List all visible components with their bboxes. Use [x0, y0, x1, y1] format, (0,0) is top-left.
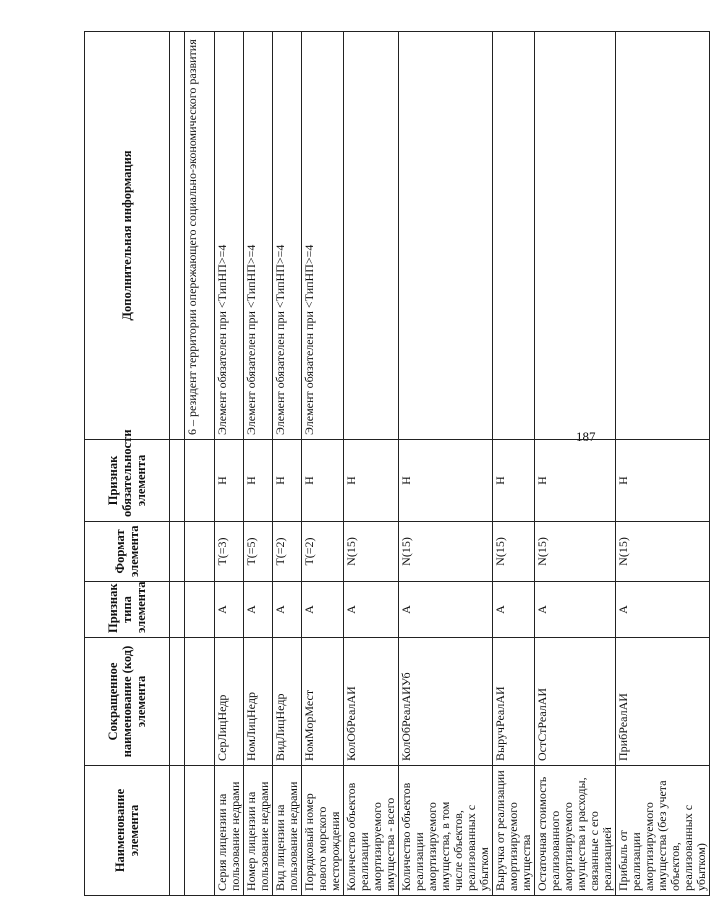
- cell-required: Н: [535, 440, 616, 522]
- table-row: [273, 32, 302, 896]
- cell-type: А: [215, 582, 244, 638]
- cell-format: T(=2): [302, 522, 344, 582]
- header-type: Признак типа элемента: [85, 582, 170, 638]
- cell-format: N(15): [493, 522, 535, 582]
- table-row: [616, 32, 710, 896]
- cell-format: N(15): [399, 522, 493, 582]
- table-row: [535, 32, 616, 896]
- cell-required: Н: [302, 440, 344, 522]
- cell-info: Элемент обязателен при <ТипНП>=4: [215, 32, 244, 440]
- cell-type: А: [273, 582, 302, 638]
- table-cell: [185, 522, 215, 582]
- table-row: [185, 32, 215, 896]
- cell-required: Н: [344, 440, 399, 522]
- cell-format: T(=3): [215, 522, 244, 582]
- cell-required: Н: [616, 440, 710, 522]
- header-row: [85, 32, 170, 896]
- cell-name: Порядковый номер нового морского месторождения: [302, 766, 344, 896]
- table-row: [170, 32, 185, 896]
- cell-required: Н: [399, 440, 493, 522]
- cell-name: Выручка от реализации амортизируемого имущества: [493, 766, 535, 896]
- cell-format: T(=5): [244, 522, 273, 582]
- cell-type: А: [302, 582, 344, 638]
- cell-code: ПрибРеалАИ: [616, 638, 710, 766]
- table-cell: [170, 440, 185, 522]
- cell-info: Элемент обязателен при <ТипНП>=4: [273, 32, 302, 440]
- cell-code: ВыручРеалАИ: [493, 638, 535, 766]
- cell-name: Количество объектов реализации амортизируемого имущества - всего: [344, 766, 399, 896]
- table-cell: [185, 582, 215, 638]
- cell-type: А: [244, 582, 273, 638]
- cell-code: КолОбРеалАИУб: [399, 638, 493, 766]
- table-cell: [170, 638, 185, 766]
- rows-body: [215, 32, 710, 896]
- cell-required: Н: [273, 440, 302, 522]
- table-cell: [185, 638, 215, 766]
- cell-name: Прибыль от реализации амортизируемого имущества (без учета объектов, реализованных с убытком): [616, 766, 710, 896]
- cell-type: А: [616, 582, 710, 638]
- cell-type: А: [344, 582, 399, 638]
- cell-type: А: [535, 582, 616, 638]
- cell-info: Элемент обязателен при <ТипНП>=4: [244, 32, 273, 440]
- cell-type: А: [493, 582, 535, 638]
- header-required: Признак обязательности элемента: [85, 440, 170, 522]
- cell-format: N(15): [616, 522, 710, 582]
- cell-code: СерЛицНедр: [215, 638, 244, 766]
- table-row: [493, 32, 535, 896]
- table-row: [302, 32, 344, 896]
- table-cell: [185, 440, 215, 522]
- cell-format: N(15): [344, 522, 399, 582]
- header-name: Наименование элемента: [85, 766, 170, 896]
- header-info: Дополнительная информация: [85, 32, 170, 440]
- cell-code: ВидЛицНедр: [273, 638, 302, 766]
- cell-name: Номер лицензии на пользование недрами: [244, 766, 273, 896]
- cell-info: [399, 32, 493, 440]
- cell-required: Н: [493, 440, 535, 522]
- cell-name: Серия лицензии на пользование недрами: [215, 766, 244, 896]
- cell-info: 6 – резидент территории опережающего социально-экономического развития: [185, 32, 215, 440]
- cell-code: НомМорМест: [302, 638, 344, 766]
- table-cell: [170, 582, 185, 638]
- table-row: [244, 32, 273, 896]
- cell-required: Н: [215, 440, 244, 522]
- cell-name: Вид лицензии на пользование недрами: [273, 766, 302, 896]
- cell-info: [616, 32, 710, 440]
- table-cell: [170, 32, 185, 440]
- cell-type: А: [399, 582, 493, 638]
- elements-table: [84, 31, 710, 896]
- table-row: [215, 32, 244, 896]
- cell-info: [535, 32, 616, 440]
- table-cell: [170, 766, 185, 896]
- table-row: [344, 32, 399, 896]
- cell-name: Остаточная стоимость реализованного амортизируемого имущества и расходы, связанные с его реализацией: [535, 766, 616, 896]
- cell-code: КолОбРеалАИ: [344, 638, 399, 766]
- cell-name: Количество объектов реализации амортизируемого имущества, в том числе объектов, реализованных с убытком: [399, 766, 493, 896]
- page-number: 187: [576, 429, 596, 444]
- cell-info: [344, 32, 399, 440]
- cell-format: T(=2): [273, 522, 302, 582]
- table-row: [399, 32, 493, 896]
- cell-required: Н: [244, 440, 273, 522]
- table-cell: [170, 522, 185, 582]
- cell-format: N(15): [535, 522, 616, 582]
- header-format: Формат элемента: [85, 522, 170, 582]
- cell-code: ОстСтРеалАИ: [535, 638, 616, 766]
- cell-info: [493, 32, 535, 440]
- cell-info: Элемент обязателен при <ТипНП>=4: [302, 32, 344, 440]
- cell-code: НомЛицНедр: [244, 638, 273, 766]
- table-cell: [185, 766, 215, 896]
- header-code: Сокращенное наименование (код) элемента: [85, 638, 170, 766]
